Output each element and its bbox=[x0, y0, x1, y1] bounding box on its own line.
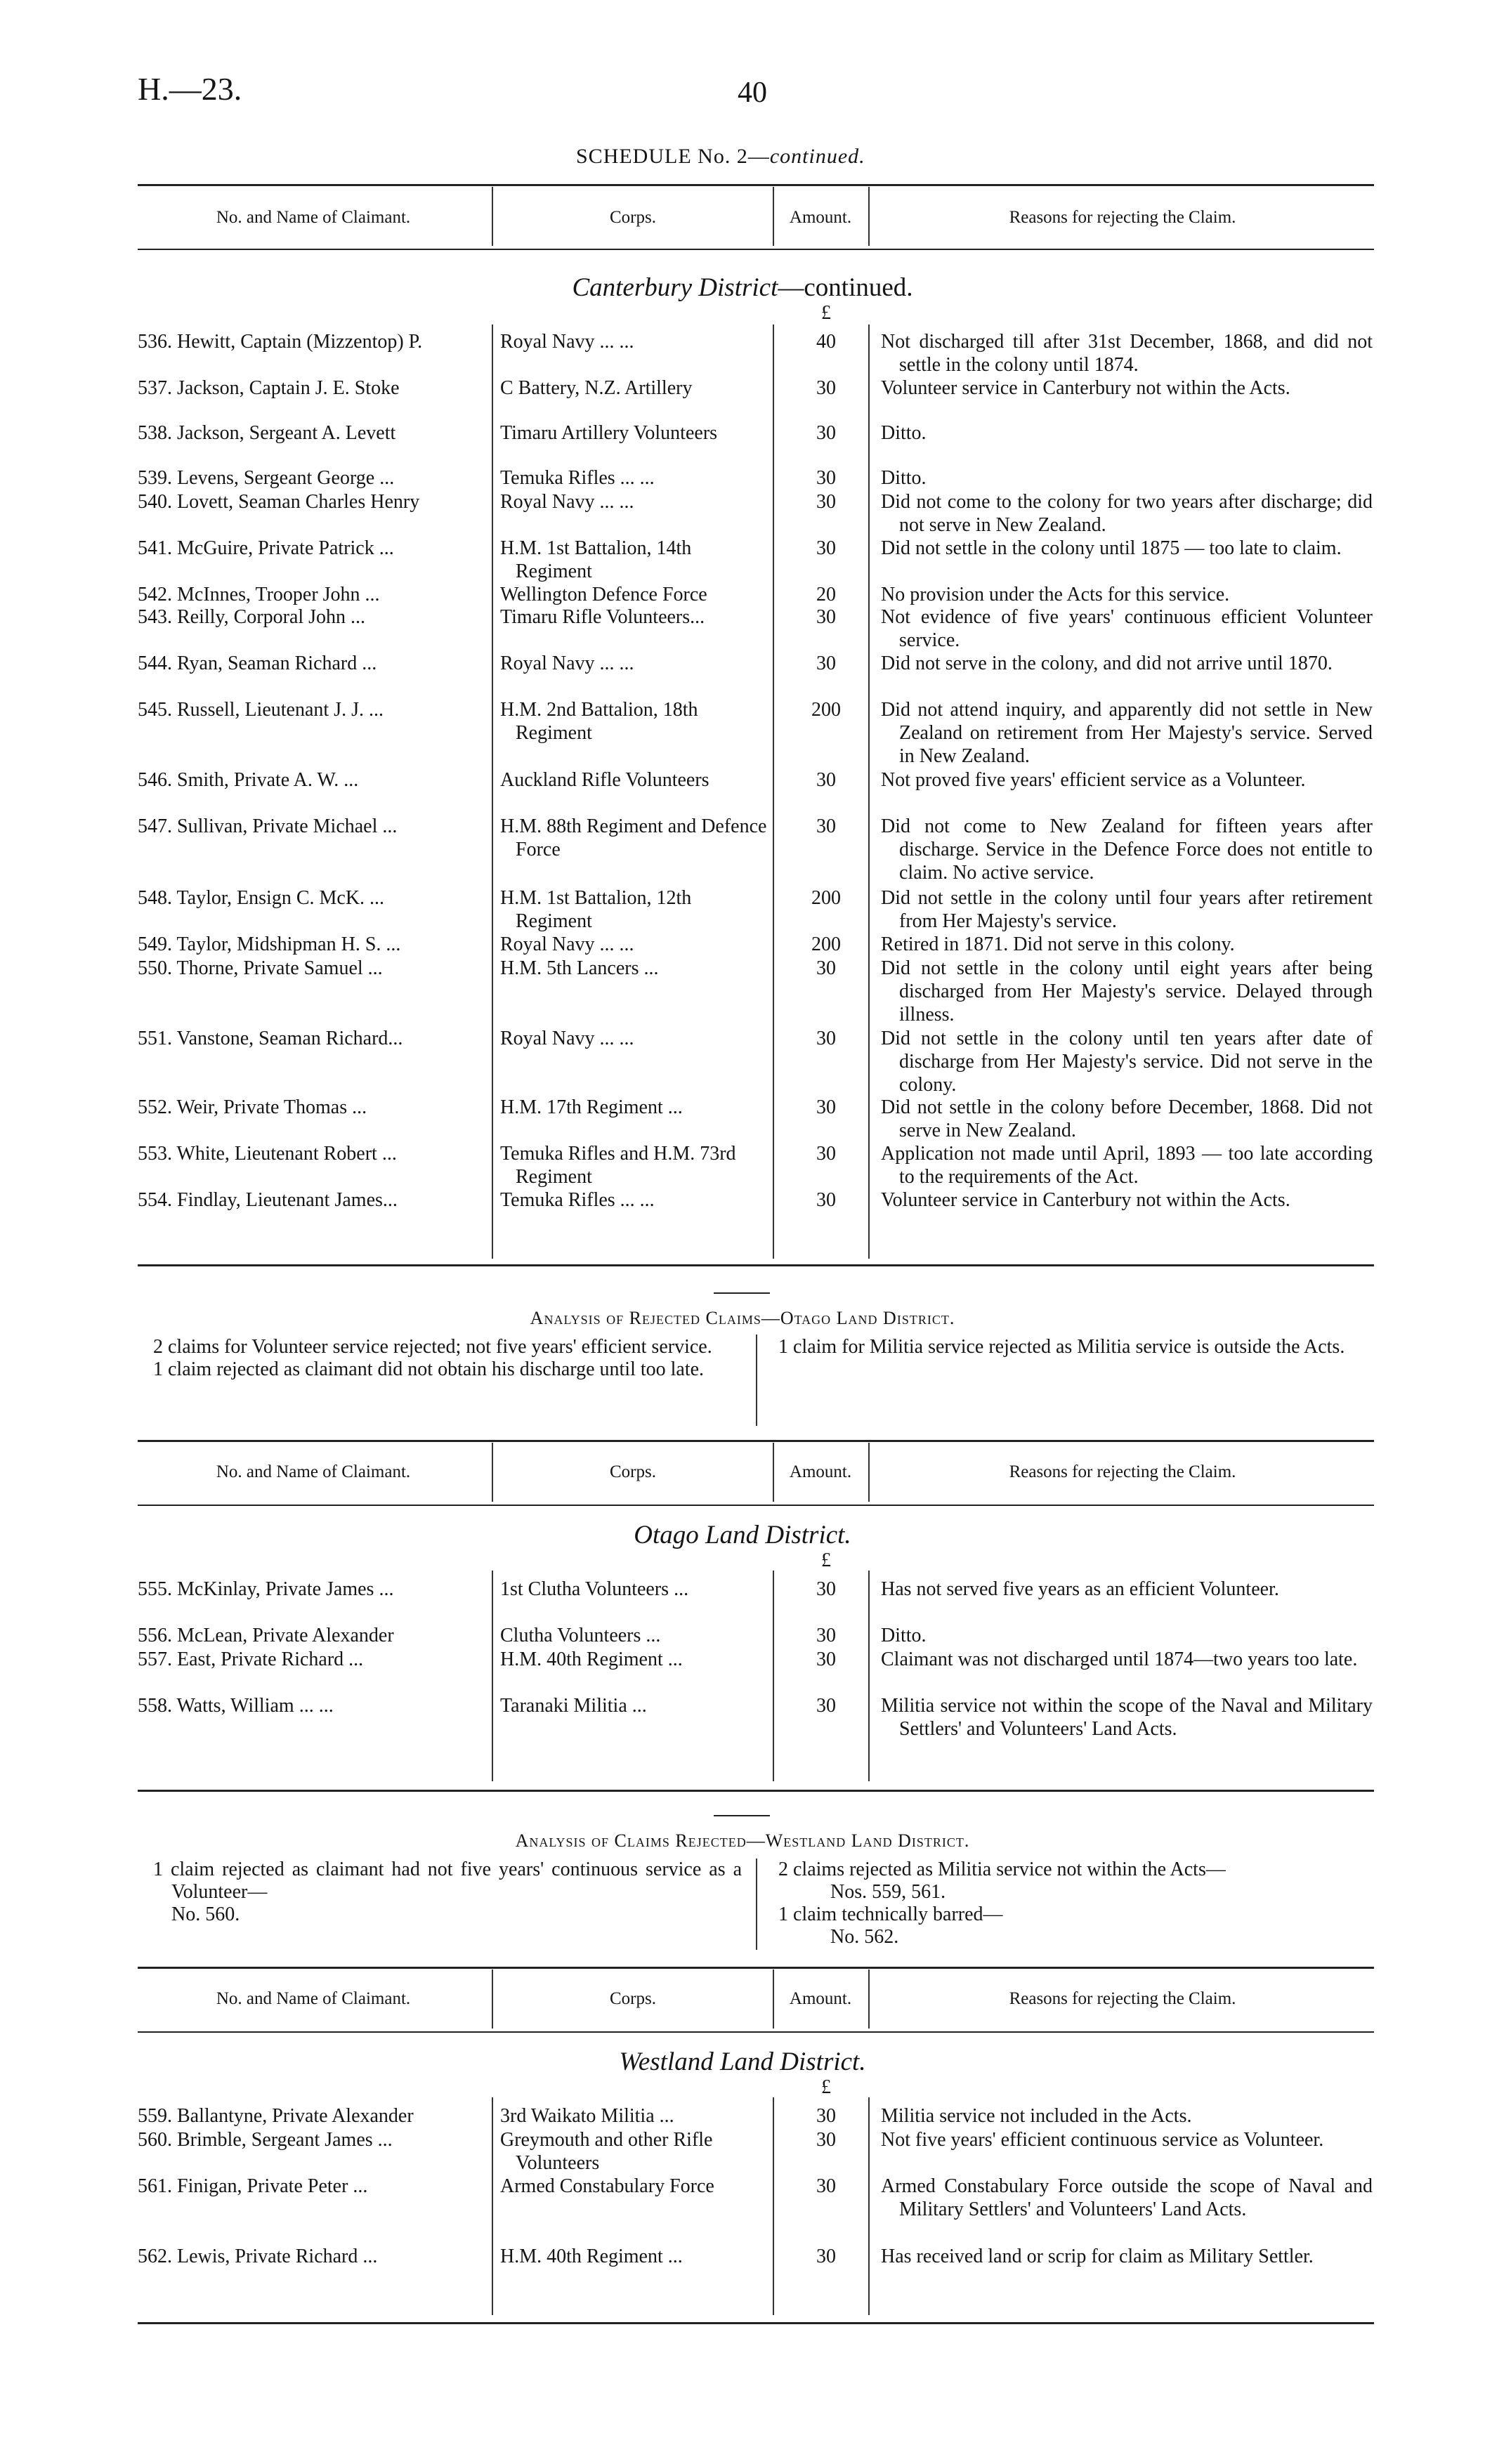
reason-cell: Did not settle in the colony until four years after retirement from Her Majesty's service. bbox=[881, 887, 1373, 932]
amount-cell: 30 bbox=[816, 1189, 836, 1211]
claimant-cell bbox=[138, 376, 482, 400]
corps-cell: C Battery, N.Z. Artillery bbox=[500, 377, 693, 399]
corps-cell: H.M. 88th Regiment and Defence Force bbox=[500, 815, 767, 860]
corps-cell: Royal Navy ... ... bbox=[500, 1028, 634, 1049]
claimant-name: 551. Vanstone, Seaman Richard... bbox=[138, 1028, 403, 1049]
claimant-name: 559. Ballantyne, Private Alexander bbox=[138, 2105, 414, 2127]
claimant-name: 560. Brimble, Sergeant James ... bbox=[138, 2129, 393, 2151]
amount-cell: 30 bbox=[816, 1578, 836, 1600]
claimant-cell bbox=[138, 815, 482, 838]
claimant-cell bbox=[138, 605, 482, 629]
claimant-name: 562. Lewis, Private Richard ... bbox=[138, 2246, 378, 2267]
column-divider bbox=[492, 1443, 493, 1502]
corps-cell: Temuka Rifles ... ... bbox=[500, 1189, 655, 1211]
corps-cell: Greymouth and other Rifle Volunteers bbox=[500, 2129, 713, 2174]
corps-cell: Armed Constabulary Force bbox=[500, 2175, 714, 2197]
reason-cell: Did not come to New Zealand for fifteen years after discharge. Service in the Defence Force does not entitle to claim. No active service. bbox=[881, 815, 1373, 884]
amount-cell: 30 bbox=[816, 377, 836, 399]
page-code: H.—23. bbox=[138, 71, 242, 107]
schedule-title-cont: continued. bbox=[769, 145, 865, 168]
reason-cell: Not discharged till after 31st December, 1868, and did not settle in the colony until 1874. bbox=[881, 331, 1373, 376]
schedule-title bbox=[576, 145, 865, 169]
column-header-amount: Amount. bbox=[789, 1462, 852, 1481]
analysis-item: 1 claim rejected as claimant had not five years' continuous service as a Volunteer— bbox=[153, 1859, 742, 1903]
reason-cell: Volunteer service in Canterbury not within the Acts. bbox=[881, 377, 1290, 399]
claimant-cell bbox=[138, 2128, 482, 2151]
amount-cell: 30 bbox=[816, 2246, 836, 2267]
column-header-reasons: Reasons for rejecting the Claim. bbox=[1009, 1989, 1236, 2008]
reason-cell: Militia service not within the scope of the Naval and Military Settlers' and Volunteers' Land Acts. bbox=[881, 1695, 1373, 1740]
column-header-corps: Corps. bbox=[610, 1462, 656, 1481]
column-divider bbox=[492, 1571, 493, 1781]
claimant-cell bbox=[138, 1624, 482, 1647]
claimant-cell bbox=[138, 957, 482, 980]
reason-cell: Not proved five years' efficient service as a Volunteer. bbox=[881, 769, 1306, 791]
claimant-cell bbox=[138, 1142, 482, 1165]
reason-cell: Claimant was not discharged until 1874—two years too late. bbox=[881, 1649, 1358, 1670]
claimant-cell bbox=[138, 1694, 482, 1717]
column-header-name: No. and Name of Claimant. bbox=[216, 1989, 411, 2008]
district-heading-westland bbox=[0, 2047, 1485, 2077]
claimant-name: 550. Thorne, Private Samuel ... bbox=[138, 957, 383, 979]
claimant-cell bbox=[138, 698, 482, 721]
reason-cell: Has not served five years as an efficient Volunteer. bbox=[881, 1578, 1279, 1600]
amount-cell: 30 bbox=[816, 1625, 836, 1646]
short-divider bbox=[714, 1815, 770, 1816]
reason-cell: Armed Constabulary Force outside the scope of Naval and Military Settlers' and Volunteers' Land Acts. bbox=[881, 2175, 1373, 2220]
claimant-cell bbox=[138, 2245, 482, 2268]
reason-cell: Has received land or scrip for claim as Military Settler. bbox=[881, 2246, 1314, 2267]
reason-cell: Ditto. bbox=[881, 422, 927, 444]
column-header-name: No. and Name of Claimant. bbox=[216, 208, 411, 227]
claimant-name: 545. Russell, Lieutenant J. J. ... bbox=[138, 699, 384, 721]
analysis-item: 2 claims rejected as Militia service not within the Acts— bbox=[778, 1859, 1226, 1880]
claimant-cell bbox=[138, 2175, 482, 2198]
amount-cell: 30 bbox=[816, 467, 836, 489]
column-header-corps: Corps. bbox=[610, 208, 656, 227]
corps-cell: Royal Navy ... ... bbox=[500, 653, 634, 674]
claimant-name: 542. McInnes, Trooper John ... bbox=[138, 584, 380, 605]
reason-cell: Did not settle in the colony until 1875 — too late to claim. bbox=[881, 537, 1342, 559]
schedule-title-text: SCHEDULE No. 2— bbox=[576, 145, 770, 168]
claimant-name: 556. McLean, Private Alexander bbox=[138, 1625, 394, 1646]
claimant-cell bbox=[138, 1096, 482, 1119]
analysis-item: 2 claims for Volunteer service rejected; not five years' efficient service. bbox=[153, 1336, 712, 1358]
corps-cell: H.M. 40th Regiment ... bbox=[500, 2246, 683, 2267]
amount-cell: 30 bbox=[816, 2129, 836, 2151]
amount-cell: 30 bbox=[816, 1096, 836, 1118]
claimant-cell bbox=[138, 1188, 482, 1212]
claimant-name: 557. East, Private Richard ... bbox=[138, 1649, 364, 1670]
reason-cell: No provision under the Acts for this service. bbox=[881, 584, 1230, 605]
claimant-name: 548. Taylor, Ensign C. McK. ... bbox=[138, 887, 385, 909]
analysis-item: 1 claim rejected as claimant did not obtain his discharge until too late. bbox=[153, 1358, 705, 1380]
claimant-cell bbox=[138, 330, 482, 353]
header-bottom-rule bbox=[138, 2031, 1374, 2033]
amount-cell: 30 bbox=[816, 1649, 836, 1670]
column-divider bbox=[492, 325, 493, 1259]
amount-cell: 30 bbox=[816, 815, 836, 837]
claimant-name: 543. Reilly, Corporal John ... bbox=[138, 606, 366, 628]
corps-cell: H.M. 1st Battalion, 12th Regiment bbox=[500, 887, 692, 932]
column-divider bbox=[773, 2097, 774, 2315]
claimant-name: 554. Findlay, Lieutenant James... bbox=[138, 1189, 398, 1211]
column-divider bbox=[492, 1970, 493, 2029]
amount-cell: 40 bbox=[816, 331, 836, 353]
district-cont: —continued. bbox=[778, 273, 913, 302]
column-divider bbox=[773, 1571, 774, 1781]
corps-cell: Royal Navy ... ... bbox=[500, 491, 634, 513]
short-divider bbox=[714, 1292, 770, 1294]
pound-sign: £ bbox=[821, 302, 831, 324]
amount-cell: 30 bbox=[816, 2105, 836, 2127]
corps-cell: H.M. 5th Lancers ... bbox=[500, 957, 659, 979]
corps-cell: Royal Navy ... ... bbox=[500, 331, 634, 353]
table-top-rule bbox=[138, 184, 1374, 186]
corps-cell: H.M. 2nd Battalion, 18th Regiment bbox=[500, 699, 698, 744]
amount-cell: 30 bbox=[816, 769, 836, 791]
table-bottom-rule bbox=[138, 1790, 1374, 1792]
header-bottom-rule bbox=[138, 249, 1374, 250]
analysis-item: 1 claim for Militia service rejected as Militia service is outside the Acts. bbox=[778, 1336, 1345, 1358]
reason-cell: Not five years' efficient continuous service as Volunteer. bbox=[881, 2129, 1324, 2151]
claimant-cell bbox=[138, 2104, 482, 2128]
district-name: Otago Land District. bbox=[634, 1521, 851, 1549]
amount-cell: 200 bbox=[811, 933, 841, 955]
table-bottom-rule bbox=[138, 1264, 1374, 1266]
reason-cell: Militia service not included in the Acts. bbox=[881, 2105, 1192, 2127]
corps-cell: Temuka Rifles and H.M. 73rd Regiment bbox=[500, 1143, 736, 1188]
analysis-divider bbox=[756, 1859, 757, 1950]
reason-cell: Did not settle in the colony before December, 1868. Did not serve in New Zealand. bbox=[881, 1096, 1373, 1141]
amount-cell: 30 bbox=[816, 1143, 836, 1165]
corps-cell: Timaru Rifle Volunteers... bbox=[500, 606, 705, 628]
claimant-name: 549. Taylor, Midshipman H. S. ... bbox=[138, 933, 401, 955]
amount-cell: 30 bbox=[816, 537, 836, 559]
column-header-reasons: Reasons for rejecting the Claim. bbox=[1009, 1462, 1236, 1481]
corps-cell: Wellington Defence Force bbox=[500, 584, 707, 605]
corps-cell: Taranaki Militia ... bbox=[500, 1695, 647, 1717]
claimant-cell bbox=[138, 583, 482, 606]
amount-cell: 30 bbox=[816, 422, 836, 444]
reason-cell: Ditto. bbox=[881, 467, 927, 489]
reason-cell: Not evidence of five years' continuous efficient Volunteer service. bbox=[881, 606, 1373, 651]
corps-cell: Auckland Rifle Volunteers bbox=[500, 769, 709, 791]
corps-cell: Temuka Rifles ... ... bbox=[500, 467, 655, 489]
amount-cell: 200 bbox=[811, 887, 841, 909]
reason-cell: Did not attend inquiry, and apparently did not settle in New Zealand on retirement from Her Majesty's service. Served in New Zealand. bbox=[881, 699, 1373, 767]
otago-analysis-left bbox=[138, 1336, 742, 1381]
claimant-cell bbox=[138, 466, 482, 490]
claimant-name: 538. Jackson, Sergeant A. Levett bbox=[138, 422, 396, 444]
claimant-name: 544. Ryan, Seaman Richard ... bbox=[138, 653, 377, 674]
analysis-item: 1 claim technically barred— bbox=[778, 1903, 1003, 1925]
claimant-name: 541. McGuire, Private Patrick ... bbox=[138, 537, 394, 559]
pound-sign: £ bbox=[821, 1549, 831, 1571]
claimant-cell bbox=[138, 1648, 482, 1671]
claimant-cell bbox=[138, 421, 482, 445]
amount-cell: 30 bbox=[816, 1028, 836, 1049]
reason-cell: Did not settle in the colony until eight years after being discharged from Her Majesty's service. Delayed through illness. bbox=[881, 957, 1373, 1025]
claimant-cell bbox=[138, 1027, 482, 1050]
amount-cell: 20 bbox=[816, 584, 836, 605]
district-heading-otago bbox=[0, 1520, 1485, 1550]
claimant-name: 558. Watts, William ... ... bbox=[138, 1695, 334, 1717]
reason-cell: Retired in 1871. Did not serve in this colony. bbox=[881, 933, 1235, 955]
claimant-cell bbox=[138, 1578, 482, 1601]
analysis-claim-numbers: No. 562. bbox=[830, 1926, 899, 1948]
claimant-cell bbox=[138, 933, 482, 956]
claimant-name: 555. McKinlay, Private James ... bbox=[138, 1578, 394, 1600]
otago-analysis-right bbox=[763, 1336, 1367, 1358]
reason-cell: Did not serve in the colony, and did not arrive until 1870. bbox=[881, 653, 1333, 674]
claimant-cell bbox=[138, 537, 482, 560]
amount-cell: 30 bbox=[816, 2175, 836, 2197]
column-divider bbox=[868, 1443, 870, 1502]
claimant-name: 553. White, Lieutenant Robert ... bbox=[138, 1143, 397, 1165]
reason-cell: Volunteer service in Canterbury not within the Acts. bbox=[881, 1189, 1290, 1211]
district-name: Westland Land District. bbox=[619, 2047, 866, 2076]
corps-cell: H.M. 17th Regiment ... bbox=[500, 1096, 683, 1118]
amount-cell: 30 bbox=[816, 653, 836, 674]
otago-analysis-title: Analysis of Rejected Claims—Otago Land District. bbox=[530, 1308, 955, 1328]
claimant-cell bbox=[138, 490, 482, 513]
corps-cell: 1st Clutha Volunteers ... bbox=[500, 1578, 689, 1600]
claimant-name: 540. Lovett, Seaman Charles Henry bbox=[138, 491, 420, 513]
district-name: Canterbury District bbox=[572, 273, 778, 302]
corps-cell: 3rd Waikato Militia ... bbox=[500, 2105, 674, 2127]
reason-cell: Ditto. bbox=[881, 1625, 927, 1646]
corps-cell: Clutha Volunteers ... bbox=[500, 1625, 661, 1646]
header-bottom-rule bbox=[138, 1505, 1374, 1506]
reason-cell: Did not come to the colony for two years after discharge; did not serve in New Zealand. bbox=[881, 491, 1373, 536]
amount-cell: 30 bbox=[816, 606, 836, 628]
amount-cell: 30 bbox=[816, 491, 836, 513]
claimant-cell bbox=[138, 652, 482, 675]
district-heading-canterbury bbox=[0, 273, 1485, 303]
analysis-divider bbox=[756, 1335, 757, 1426]
column-divider bbox=[868, 1970, 870, 2029]
corps-cell: H.M. 1st Battalion, 14th Regiment bbox=[500, 537, 692, 582]
page-number: 40 bbox=[738, 77, 767, 109]
analysis-claim-numbers: Nos. 559, 561. bbox=[830, 1881, 946, 1903]
reason-cell: Application not made until April, 1893 — too late according to the requirements of the Act. bbox=[881, 1143, 1373, 1188]
table-top-rule bbox=[138, 1440, 1374, 1442]
reason-cell: Did not settle in the colony until ten years after date of discharge from Her Majesty's service. Did not serve in the colony. bbox=[881, 1028, 1373, 1096]
table-top-rule bbox=[138, 1967, 1374, 1969]
corps-cell: H.M. 40th Regiment ... bbox=[500, 1649, 683, 1670]
westland-analysis-title: Analysis of Claims Rejected—Westland Land District. bbox=[515, 1830, 970, 1851]
column-divider bbox=[492, 187, 493, 246]
column-header-reasons: Reasons for rejecting the Claim. bbox=[1009, 208, 1236, 227]
column-header-amount: Amount. bbox=[789, 208, 852, 227]
claimant-cell bbox=[138, 886, 482, 910]
claimant-name: 552. Weir, Private Thomas ... bbox=[138, 1096, 367, 1118]
westland-analysis-right bbox=[763, 1859, 1367, 1948]
claimant-name: 537. Jackson, Captain J. E. Stoke bbox=[138, 377, 400, 399]
column-divider bbox=[773, 325, 774, 1259]
claimant-name: 546. Smith, Private A. W. ... bbox=[138, 769, 359, 791]
amount-cell: 200 bbox=[811, 699, 841, 721]
claimant-name: 547. Sullivan, Private Michael ... bbox=[138, 815, 398, 837]
westland-analysis-left bbox=[138, 1859, 742, 1926]
column-header-amount: Amount. bbox=[789, 1989, 852, 2008]
corps-cell: Royal Navy ... ... bbox=[500, 933, 634, 955]
column-divider bbox=[868, 1571, 870, 1781]
corps-cell: Timaru Artillery Volunteers bbox=[500, 422, 718, 444]
amount-cell: 30 bbox=[816, 1695, 836, 1717]
claimant-name: 536. Hewitt, Captain (Mizzentop) P. bbox=[138, 331, 423, 353]
column-header-corps: Corps. bbox=[610, 1989, 656, 2008]
table-bottom-rule bbox=[138, 2322, 1374, 2324]
column-divider bbox=[492, 2097, 493, 2315]
analysis-claim-numbers: No. 560. bbox=[171, 1903, 240, 1925]
claimant-name: 539. Levens, Sergeant George ... bbox=[138, 467, 395, 489]
amount-cell: 30 bbox=[816, 957, 836, 979]
column-divider bbox=[868, 187, 870, 246]
pound-sign: £ bbox=[821, 2076, 831, 2098]
claimant-cell bbox=[138, 768, 482, 792]
column-header-name: No. and Name of Claimant. bbox=[216, 1462, 411, 1481]
claimant-name: 561. Finigan, Private Peter ... bbox=[138, 2175, 368, 2197]
